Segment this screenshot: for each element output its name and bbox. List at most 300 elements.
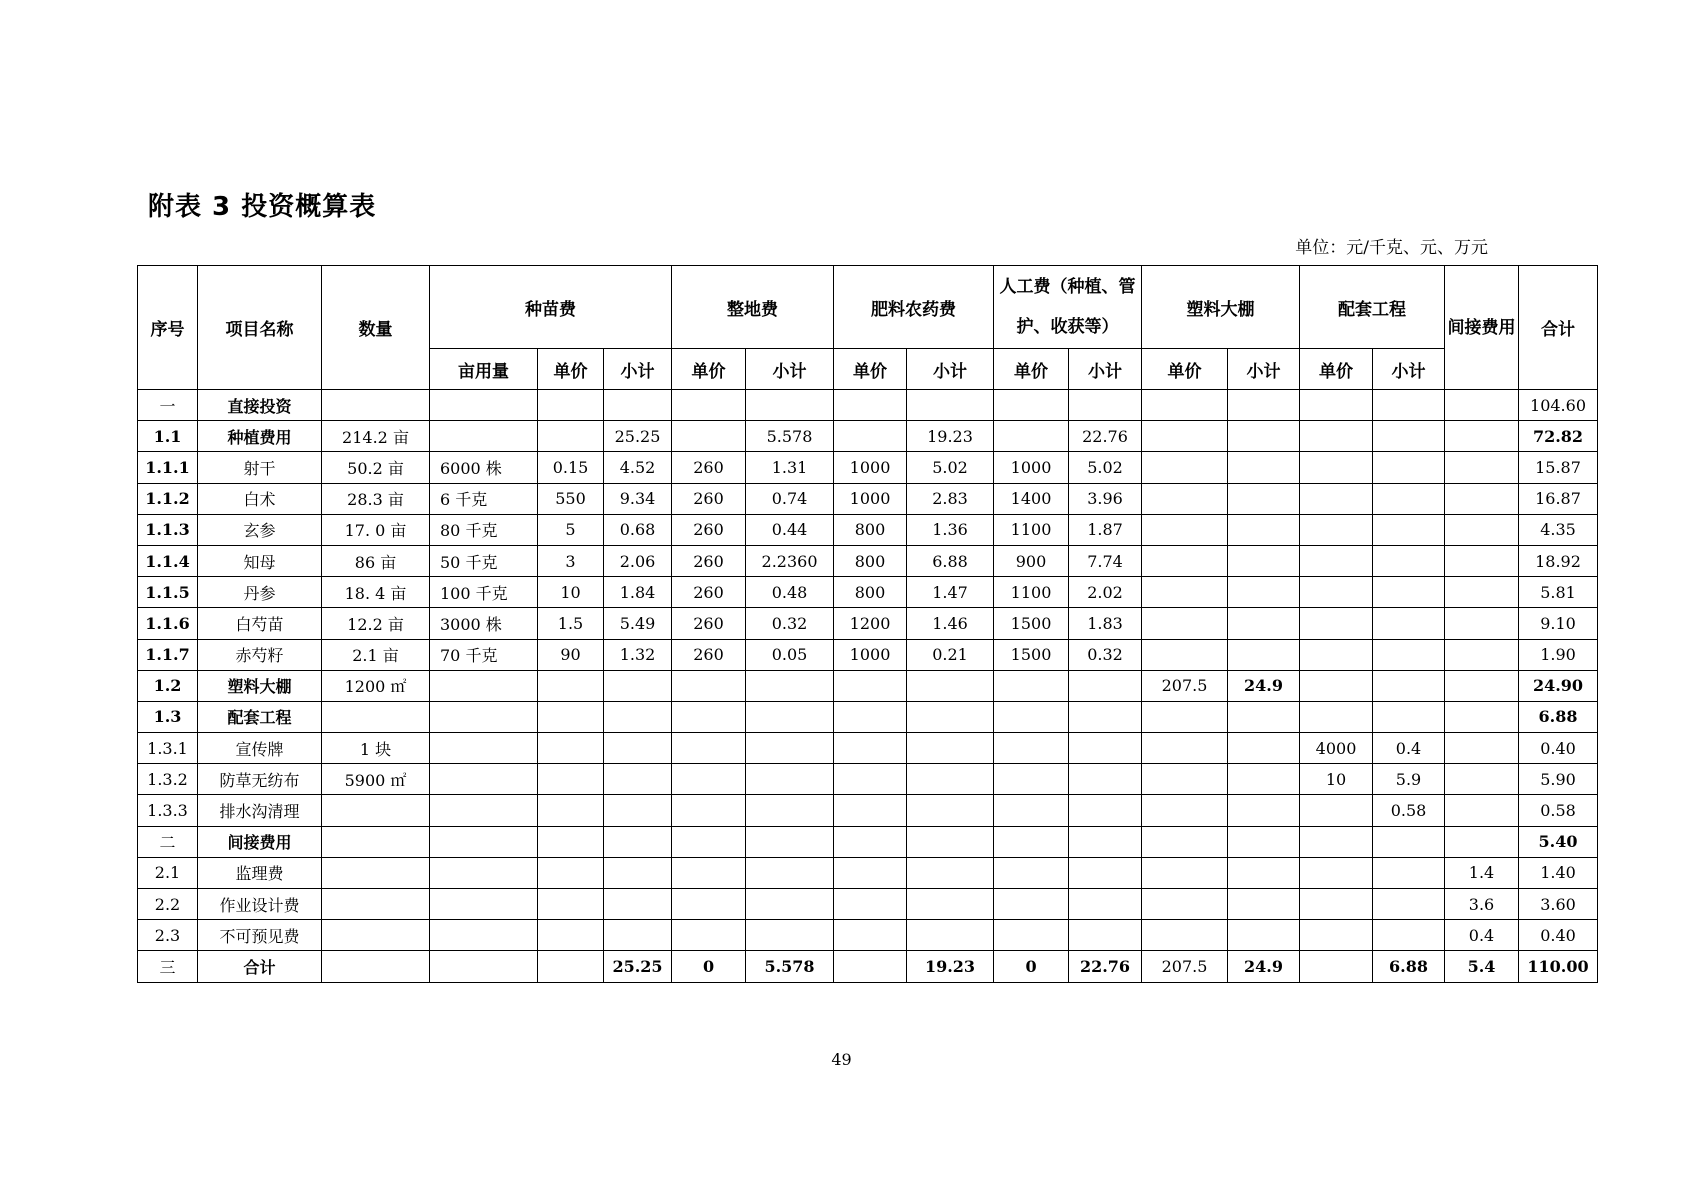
cell-land-unit-price: 260 [672, 577, 746, 608]
cell-seedling-dosage: 3000 株 [430, 608, 538, 639]
cell-land-subtotal [746, 857, 834, 888]
cell-quantity [322, 390, 430, 421]
subheader-unit-price: 单价 [538, 349, 604, 390]
cell-supporting-subtotal: 0.58 [1373, 795, 1445, 826]
cell-total: 5.40 [1519, 826, 1598, 857]
cell-land-unit-price [672, 795, 746, 826]
cell-seedling-unit-price [538, 390, 604, 421]
cell-fertilizer-unit-price [834, 390, 907, 421]
cell-seq: 1.1.5 [138, 577, 198, 608]
cell-indirect-cost [1445, 733, 1519, 764]
cell-fertilizer-unit-price: 800 [834, 514, 907, 545]
cell-seedling-subtotal: 2.06 [604, 545, 672, 576]
cell-greenhouse-subtotal [1228, 826, 1300, 857]
header-seedling-cost: 种苗费 [430, 266, 672, 349]
cell-greenhouse-unit-price [1142, 514, 1228, 545]
table-body [138, 390, 1598, 983]
cell-labor-unit-price: 900 [994, 545, 1069, 576]
cell-labor-subtotal [1069, 733, 1142, 764]
cell-seedling-subtotal [604, 920, 672, 951]
header-indirect-cost: 间接费用 [1445, 266, 1519, 390]
header-greenhouse: 塑料大棚 [1142, 266, 1300, 349]
cell-quantity: 1200 ㎡ [322, 670, 430, 701]
cell-land-unit-price: 260 [672, 639, 746, 670]
cell-labor-unit-price [994, 857, 1069, 888]
cell-seedling-subtotal [604, 795, 672, 826]
cell-indirect-cost [1445, 795, 1519, 826]
cell-quantity: 214.2 亩 [322, 421, 430, 452]
cell-supporting-subtotal [1373, 701, 1445, 732]
cell-supporting-subtotal [1373, 483, 1445, 514]
cell-greenhouse-subtotal [1228, 390, 1300, 421]
cell-item-name: 玄参 [198, 514, 322, 545]
cell-item-name: 排水沟清理 [198, 795, 322, 826]
cell-total: 18.92 [1519, 545, 1598, 576]
cell-seedling-dosage: 6 千克 [430, 483, 538, 514]
cell-item-name: 塑料大棚 [198, 670, 322, 701]
header-labor-cost: 人工费（种植、管护、收获等） [994, 266, 1142, 349]
cell-seedling-subtotal: 1.84 [604, 577, 672, 608]
cell-seedling-subtotal [604, 764, 672, 795]
cell-fertilizer-unit-price [834, 826, 907, 857]
page-title: 附表 3 投资概算表 [148, 192, 377, 222]
cell-seedling-unit-price [538, 951, 604, 982]
cell-indirect-cost: 5.4 [1445, 951, 1519, 982]
subheader-dosage-per-mu: 亩用量 [430, 349, 538, 390]
cell-land-unit-price [672, 670, 746, 701]
table-row [138, 670, 1598, 701]
cell-greenhouse-subtotal [1228, 733, 1300, 764]
cell-labor-subtotal: 2.02 [1069, 577, 1142, 608]
cell-land-unit-price [672, 390, 746, 421]
cell-labor-unit-price [994, 421, 1069, 452]
cell-seedling-subtotal [604, 826, 672, 857]
cell-supporting-unit-price [1300, 826, 1373, 857]
cell-labor-subtotal: 22.76 [1069, 951, 1142, 982]
cell-greenhouse-subtotal [1228, 857, 1300, 888]
cell-land-subtotal: 0.05 [746, 639, 834, 670]
cell-seedling-unit-price [538, 670, 604, 701]
cell-land-subtotal [746, 826, 834, 857]
cell-seq: 1.1.6 [138, 608, 198, 639]
cell-labor-unit-price [994, 889, 1069, 920]
cell-land-subtotal: 2.2360 [746, 545, 834, 576]
cell-quantity: 86 亩 [322, 545, 430, 576]
cell-land-unit-price: 260 [672, 545, 746, 576]
subheader-subtotal: 小计 [604, 349, 672, 390]
cell-quantity [322, 857, 430, 888]
cell-fertilizer-subtotal [907, 733, 994, 764]
header-land-prep-cost: 整地费 [672, 266, 834, 349]
cell-greenhouse-subtotal [1228, 577, 1300, 608]
cell-greenhouse-unit-price: 207.5 [1142, 951, 1228, 982]
cell-greenhouse-subtotal [1228, 545, 1300, 576]
cell-seedling-subtotal: 9.34 [604, 483, 672, 514]
cell-supporting-unit-price [1300, 857, 1373, 888]
cell-land-unit-price [672, 889, 746, 920]
cell-labor-subtotal [1069, 826, 1142, 857]
cell-supporting-subtotal [1373, 545, 1445, 576]
cell-seq: 1.3.2 [138, 764, 198, 795]
cell-total: 15.87 [1519, 452, 1598, 483]
cell-seedling-unit-price: 0.15 [538, 452, 604, 483]
cell-supporting-unit-price [1300, 670, 1373, 701]
subheader-unit-price: 单价 [672, 349, 746, 390]
cell-supporting-unit-price [1300, 421, 1373, 452]
cell-quantity [322, 701, 430, 732]
table-row [138, 857, 1598, 888]
cell-land-subtotal [746, 795, 834, 826]
cell-greenhouse-subtotal [1228, 452, 1300, 483]
cell-seedling-dosage [430, 889, 538, 920]
cell-item-name: 白术 [198, 483, 322, 514]
subheader-unit-price: 单价 [1142, 349, 1228, 390]
cell-greenhouse-subtotal [1228, 795, 1300, 826]
cell-seedling-unit-price: 3 [538, 545, 604, 576]
cell-seedling-unit-price [538, 826, 604, 857]
cell-fertilizer-unit-price [834, 920, 907, 951]
cell-greenhouse-unit-price [1142, 639, 1228, 670]
cell-labor-subtotal [1069, 390, 1142, 421]
cell-quantity [322, 951, 430, 982]
subheader-unit-price: 单价 [1300, 349, 1373, 390]
cell-seedling-unit-price: 10 [538, 577, 604, 608]
subheader-unit-price: 单价 [834, 349, 907, 390]
cell-seedling-unit-price [538, 857, 604, 888]
cell-total: 72.82 [1519, 421, 1598, 452]
cell-land-subtotal: 5.578 [746, 951, 834, 982]
table-row [138, 733, 1598, 764]
cell-labor-unit-price [994, 920, 1069, 951]
cell-labor-unit-price: 1500 [994, 639, 1069, 670]
cell-greenhouse-unit-price [1142, 764, 1228, 795]
cell-indirect-cost [1445, 701, 1519, 732]
cell-fertilizer-unit-price: 1000 [834, 483, 907, 514]
cell-fertilizer-unit-price [834, 421, 907, 452]
cell-seq: 1.2 [138, 670, 198, 701]
cell-indirect-cost [1445, 545, 1519, 576]
cell-indirect-cost [1445, 421, 1519, 452]
cell-quantity: 12.2 亩 [322, 608, 430, 639]
cell-indirect-cost [1445, 577, 1519, 608]
cell-total: 0.58 [1519, 795, 1598, 826]
cell-labor-subtotal [1069, 764, 1142, 795]
cell-seedling-unit-price [538, 701, 604, 732]
cell-fertilizer-subtotal: 1.46 [907, 608, 994, 639]
cell-greenhouse-subtotal [1228, 483, 1300, 514]
cell-supporting-unit-price [1300, 577, 1373, 608]
cell-land-subtotal: 0.74 [746, 483, 834, 514]
subheader-unit-price: 单价 [994, 349, 1069, 390]
cell-fertilizer-subtotal [907, 701, 994, 732]
cell-supporting-subtotal [1373, 390, 1445, 421]
cell-quantity: 28.3 亩 [322, 483, 430, 514]
cell-indirect-cost: 1.4 [1445, 857, 1519, 888]
cell-fertilizer-unit-price [834, 951, 907, 982]
cell-land-unit-price [672, 826, 746, 857]
cell-fertilizer-subtotal [907, 920, 994, 951]
cell-land-subtotal [746, 701, 834, 732]
subheader-subtotal: 小计 [1069, 349, 1142, 390]
cell-fertilizer-unit-price [834, 857, 907, 888]
cell-fertilizer-subtotal [907, 670, 994, 701]
cell-greenhouse-subtotal [1228, 764, 1300, 795]
cell-quantity [322, 889, 430, 920]
cell-item-name: 白芍苗 [198, 608, 322, 639]
header-seq: 序号 [138, 266, 198, 390]
cell-total: 9.10 [1519, 608, 1598, 639]
cell-seq: 2.1 [138, 857, 198, 888]
cell-land-unit-price [672, 764, 746, 795]
cell-quantity [322, 795, 430, 826]
cell-greenhouse-subtotal: 24.9 [1228, 670, 1300, 701]
cell-greenhouse-subtotal [1228, 920, 1300, 951]
cell-item-name: 种植费用 [198, 421, 322, 452]
cell-seedling-subtotal [604, 701, 672, 732]
cell-supporting-subtotal [1373, 889, 1445, 920]
cell-greenhouse-subtotal [1228, 608, 1300, 639]
cell-supporting-unit-price [1300, 795, 1373, 826]
cell-fertilizer-unit-price [834, 764, 907, 795]
cell-supporting-subtotal [1373, 826, 1445, 857]
cell-labor-subtotal [1069, 701, 1142, 732]
table-header [138, 266, 1598, 390]
cell-indirect-cost: 0.4 [1445, 920, 1519, 951]
cell-fertilizer-subtotal [907, 764, 994, 795]
cell-supporting-unit-price [1300, 483, 1373, 514]
cell-seedling-dosage [430, 390, 538, 421]
cell-labor-unit-price [994, 764, 1069, 795]
cell-supporting-unit-price [1300, 545, 1373, 576]
cell-item-name: 监理费 [198, 857, 322, 888]
cell-greenhouse-unit-price [1142, 483, 1228, 514]
cell-supporting-subtotal [1373, 920, 1445, 951]
cell-seedling-dosage: 70 千克 [430, 639, 538, 670]
cell-seq: 一 [138, 390, 198, 421]
table-row [138, 577, 1598, 608]
cell-total: 5.81 [1519, 577, 1598, 608]
cell-item-name: 知母 [198, 545, 322, 576]
cell-supporting-unit-price [1300, 608, 1373, 639]
cell-item-name: 赤芍籽 [198, 639, 322, 670]
cell-supporting-subtotal [1373, 857, 1445, 888]
cell-labor-subtotal [1069, 857, 1142, 888]
cell-fertilizer-unit-price: 1000 [834, 452, 907, 483]
cell-total: 6.88 [1519, 701, 1598, 732]
cell-indirect-cost [1445, 826, 1519, 857]
cell-greenhouse-unit-price [1142, 889, 1228, 920]
cell-fertilizer-subtotal: 1.47 [907, 577, 994, 608]
cell-item-name: 丹参 [198, 577, 322, 608]
cell-labor-unit-price [994, 826, 1069, 857]
subheader-subtotal: 小计 [1228, 349, 1300, 390]
table-row [138, 545, 1598, 576]
cell-seedling-dosage [430, 670, 538, 701]
cell-labor-unit-price: 1500 [994, 608, 1069, 639]
header-item-name: 项目名称 [198, 266, 322, 390]
cell-seedling-dosage [430, 920, 538, 951]
cell-seedling-subtotal [604, 390, 672, 421]
cell-land-unit-price [672, 920, 746, 951]
cell-seedling-dosage [430, 795, 538, 826]
cell-seedling-dosage: 50 千克 [430, 545, 538, 576]
cell-supporting-unit-price [1300, 889, 1373, 920]
cell-supporting-unit-price [1300, 390, 1373, 421]
cell-fertilizer-subtotal: 19.23 [907, 421, 994, 452]
cell-supporting-subtotal [1373, 639, 1445, 670]
table-row [138, 920, 1598, 951]
cell-indirect-cost [1445, 390, 1519, 421]
cell-seedling-dosage [430, 701, 538, 732]
cell-seedling-unit-price: 550 [538, 483, 604, 514]
cell-seedling-subtotal: 0.68 [604, 514, 672, 545]
cell-land-unit-price: 260 [672, 514, 746, 545]
cell-labor-subtotal: 1.87 [1069, 514, 1142, 545]
cell-item-name: 射干 [198, 452, 322, 483]
cell-quantity: 1 块 [322, 733, 430, 764]
cell-supporting-subtotal [1373, 670, 1445, 701]
cell-indirect-cost [1445, 764, 1519, 795]
table-row [138, 701, 1598, 732]
cell-greenhouse-subtotal: 24.9 [1228, 951, 1300, 982]
cell-labor-subtotal [1069, 889, 1142, 920]
cell-total: 3.60 [1519, 889, 1598, 920]
cell-fertilizer-subtotal [907, 889, 994, 920]
cell-item-name: 配套工程 [198, 701, 322, 732]
cell-fertilizer-unit-price [834, 733, 907, 764]
cell-labor-subtotal [1069, 670, 1142, 701]
cell-seedling-subtotal: 5.49 [604, 608, 672, 639]
cell-greenhouse-unit-price [1142, 421, 1228, 452]
cell-greenhouse-unit-price [1142, 608, 1228, 639]
cell-supporting-subtotal: 6.88 [1373, 951, 1445, 982]
cell-total: 16.87 [1519, 483, 1598, 514]
cell-quantity [322, 826, 430, 857]
cell-seedling-unit-price [538, 889, 604, 920]
cell-supporting-subtotal [1373, 514, 1445, 545]
cell-supporting-subtotal [1373, 421, 1445, 452]
cell-seq: 二 [138, 826, 198, 857]
cell-supporting-unit-price [1300, 701, 1373, 732]
cell-supporting-subtotal: 5.9 [1373, 764, 1445, 795]
cell-seedling-unit-price: 5 [538, 514, 604, 545]
cell-seedling-subtotal [604, 733, 672, 764]
cell-greenhouse-subtotal [1228, 889, 1300, 920]
cell-labor-subtotal [1069, 795, 1142, 826]
cell-fertilizer-subtotal: 0.21 [907, 639, 994, 670]
cell-fertilizer-unit-price: 800 [834, 545, 907, 576]
cell-total: 24.90 [1519, 670, 1598, 701]
cell-land-subtotal: 0.48 [746, 577, 834, 608]
cell-labor-unit-price: 1000 [994, 452, 1069, 483]
cell-item-name: 不可预见费 [198, 920, 322, 951]
cell-supporting-subtotal [1373, 452, 1445, 483]
cell-land-unit-price [672, 701, 746, 732]
cell-indirect-cost [1445, 483, 1519, 514]
cell-indirect-cost [1445, 639, 1519, 670]
cell-greenhouse-unit-price [1142, 857, 1228, 888]
header-total: 合计 [1519, 266, 1598, 390]
cell-item-name: 防草无纺布 [198, 764, 322, 795]
cell-indirect-cost [1445, 608, 1519, 639]
cell-fertilizer-subtotal: 6.88 [907, 545, 994, 576]
cell-labor-subtotal: 7.74 [1069, 545, 1142, 576]
cell-fertilizer-subtotal: 1.36 [907, 514, 994, 545]
cell-total: 0.40 [1519, 920, 1598, 951]
cell-seedling-subtotal: 4.52 [604, 452, 672, 483]
cell-land-unit-price [672, 421, 746, 452]
cell-seq: 1.3.3 [138, 795, 198, 826]
cell-land-unit-price: 260 [672, 608, 746, 639]
cell-seedling-unit-price [538, 795, 604, 826]
page-number: 49 [831, 1050, 852, 1069]
cell-labor-unit-price: 1400 [994, 483, 1069, 514]
cell-greenhouse-unit-price [1142, 577, 1228, 608]
table-row [138, 452, 1598, 483]
cell-labor-unit-price [994, 795, 1069, 826]
cell-fertilizer-unit-price [834, 670, 907, 701]
header-fertilizer-pesticide-cost: 肥料农药费 [834, 266, 994, 349]
cell-labor-subtotal: 5.02 [1069, 452, 1142, 483]
cell-seq: 1.1 [138, 421, 198, 452]
cell-greenhouse-unit-price [1142, 920, 1228, 951]
cell-seedling-dosage: 100 千克 [430, 577, 538, 608]
cell-labor-subtotal: 1.83 [1069, 608, 1142, 639]
cell-land-subtotal [746, 670, 834, 701]
cell-supporting-unit-price: 10 [1300, 764, 1373, 795]
cell-greenhouse-subtotal [1228, 514, 1300, 545]
cell-labor-unit-price: 1100 [994, 577, 1069, 608]
table-row [138, 608, 1598, 639]
cell-fertilizer-subtotal [907, 857, 994, 888]
table-row [138, 639, 1598, 670]
cell-labor-subtotal: 22.76 [1069, 421, 1142, 452]
cell-land-subtotal: 5.578 [746, 421, 834, 452]
cell-land-unit-price [672, 857, 746, 888]
cell-land-subtotal [746, 920, 834, 951]
table-row [138, 764, 1598, 795]
cell-seq: 三 [138, 951, 198, 982]
cell-fertilizer-subtotal [907, 390, 994, 421]
cell-fertilizer-unit-price [834, 889, 907, 920]
table-row [138, 889, 1598, 920]
cell-seq: 1.1.1 [138, 452, 198, 483]
cell-greenhouse-subtotal [1228, 701, 1300, 732]
cell-indirect-cost [1445, 452, 1519, 483]
cell-indirect-cost [1445, 670, 1519, 701]
cell-item-name: 间接费用 [198, 826, 322, 857]
cell-total: 1.40 [1519, 857, 1598, 888]
cell-supporting-unit-price: 4000 [1300, 733, 1373, 764]
cell-seq: 2.2 [138, 889, 198, 920]
cell-labor-unit-price: 0 [994, 951, 1069, 982]
unit-note: 单位：元/千克、元、万元 [1295, 238, 1488, 258]
cell-supporting-unit-price [1300, 951, 1373, 982]
cell-total: 1.90 [1519, 639, 1598, 670]
cell-fertilizer-unit-price: 1200 [834, 608, 907, 639]
cell-labor-subtotal: 3.96 [1069, 483, 1142, 514]
cell-seq: 1.3 [138, 701, 198, 732]
cell-total: 5.90 [1519, 764, 1598, 795]
cell-seedling-unit-price [538, 920, 604, 951]
cell-seq: 1.3.1 [138, 733, 198, 764]
cell-fertilizer-unit-price: 800 [834, 577, 907, 608]
cell-fertilizer-subtotal: 2.83 [907, 483, 994, 514]
cell-seedling-dosage [430, 826, 538, 857]
cell-land-subtotal: 0.32 [746, 608, 834, 639]
cell-seedling-unit-price [538, 421, 604, 452]
cell-item-name: 合计 [198, 951, 322, 982]
